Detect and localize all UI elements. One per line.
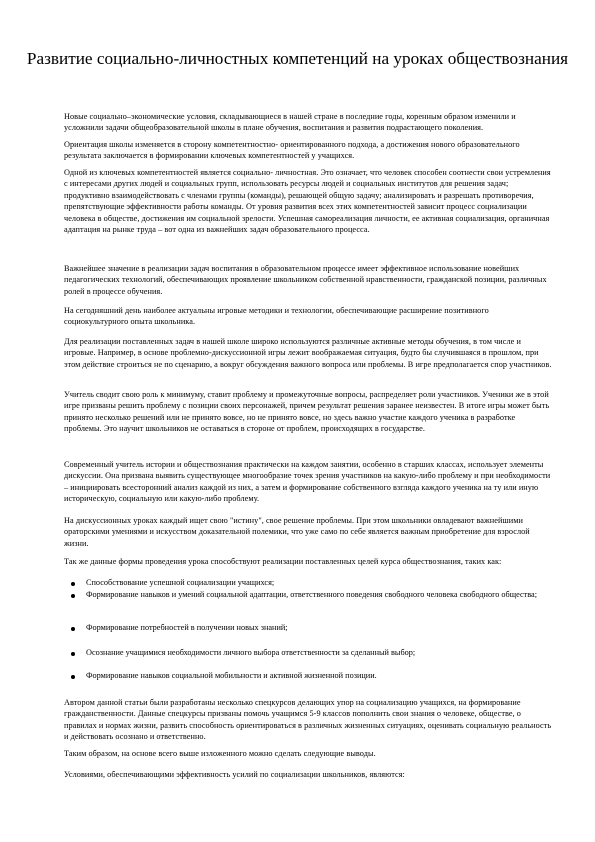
bullet-icon	[71, 594, 75, 598]
paragraph: Условиями, обеспечивающими эффективность усилий по социализации школьников, являются:	[64, 770, 405, 779]
paragraph: Автором данной статьи были разработаны несколько спецкурсов делающих упор на социализацию учащихся, на формирование гражданственности. Данные спецкурсы призваны помочь учащимся 5-9 классов пополнить свои знания о человеке, обществе, о правилах и нормах жизни, развить способность ориентироваться в различных жизненных ситуациях, оценивать социальную реальность и действовать осознано и ответственно.	[64, 698, 552, 742]
paragraph: Для реализации поставленных задач в нашей школе широко используются различные активные методы обучения, в том числе и игровые. Например, в основе проблемно-дискуссионной игры лежит воображаемая ситуация, будто бы случившаяся в прошлом, при этом действие строиться не по сценарию, а вокруг обсуждения важного вопроса или проблемы. В игре предполагается спор участников.	[64, 337, 552, 369]
list-item: Формирование навыков социальной мобильности и активной жизненной позиции.	[86, 671, 377, 680]
paragraph: Современный учитель истории и обществознания практически на каждом занятии, особенно в старших классах, использует элементы дискуссии. Она призвана выявить существующее многообразие точек зрения участников на какую-либо проблему и при необходимости – инициировать всесторонний анализ каждой из них, а затем и формирование собственного взгляда каждого ученика на ту или иную историческую, социальную или какую-либо проблему.	[64, 460, 551, 504]
paragraph: Учитель сводит свою роль к минимуму, ставит проблему и промежуточные вопросы, распределяет роли участников. Ученики же в этой игре призваны решить проблему с позиции своих персонажей, причем результат решения заранее неизвестен. В итоге игры может быть принято несколько решений или не принято вовсе, но не принято вовсе, но здесь важно участие каждого ученика в разработке проблемы. Это научит школьников не оставаться в стороне от проблем, происходящих в государстве.	[64, 390, 550, 434]
paragraph: Таким образом, на основе всего выше изложенного можно сделать следующие выводы.	[64, 749, 376, 758]
bullet-icon	[71, 627, 75, 631]
paragraph: Новые социально–экономические условия, складывающиеся в нашей стране в последние годы, коренным образом изменили и усложнили задачи общеобразовательной школы в плане обучения, воспитания и развития подрастающего поколения.	[64, 112, 516, 133]
paragraph: Ориентация школы изменяется в сторону компетентностно- ориентированного подхода, а достижения нового образовательного результата заключается в формировании ключевых компетентностей у учащихся.	[64, 140, 520, 161]
document-title: Развитие социально-личностных компетенций на уроках обществознания	[26, 49, 569, 68]
bullet-icon	[71, 582, 75, 586]
paragraph: Так же данные формы проведения урока способствуют реализации поставленных целей курса обществознания, таких как:	[64, 557, 502, 566]
paragraph: На сегодняшний день наиболее актуальны игровые методики и технологии, обеспечивающие расширение позитивного социокультурного опыта школьника.	[64, 306, 489, 327]
bullet-icon	[71, 652, 75, 656]
list-item: Осознание учащимися необходимости личного выбора ответственности за сделанный выбор;	[86, 648, 416, 657]
list-item: Формирование потребностей в получении новых знаний;	[86, 623, 288, 632]
bullet-icon	[71, 675, 75, 679]
paragraph: Важнейшее значение в реализации задач воспитания в образовательном процессе имеет эффективное использование новейших педагогических технологий, обеспечивающих проявление школьником собственной нравственности, гражданской позиции, различных ролей в процессе обучения.	[64, 264, 547, 296]
paragraph: Одной из ключевых компетентностей является социально- личностная. Это означает, что человек способен соотнести свои устремления с интересами других людей и социальных групп, использовать ресурсы людей и социальных институтов для решения задач; продуктивно взаимодействовать с членами группы (команды), решающей общую задачу; анализировать и разрешать противоречия, препятствующие эффективности работы команды. От уровня развития всех этих компетентностей зависит процесс социализации человека в обществе, достижения им социальной зрелости. Успешная самореализация личности, ее активная социализация, органичная адаптация на рынке труда – вот одна из важнейших задач образовательного процесса.	[64, 168, 551, 235]
list-item: Формирование навыков и умений социальной адаптации, ответственного поведения свободного человека свободного общества;	[86, 590, 537, 599]
list-item: Способствование успешной социализации учащихся;	[86, 578, 275, 587]
paragraph: На дискуссионных уроках каждый ищет свою "истину", свое решение проблемы. При этом школьники овладевают важнейшими ораторскими умениями и искусством доказательной полемики, что уже само по себе является важным приобретение для взрослой жизни.	[64, 516, 530, 548]
